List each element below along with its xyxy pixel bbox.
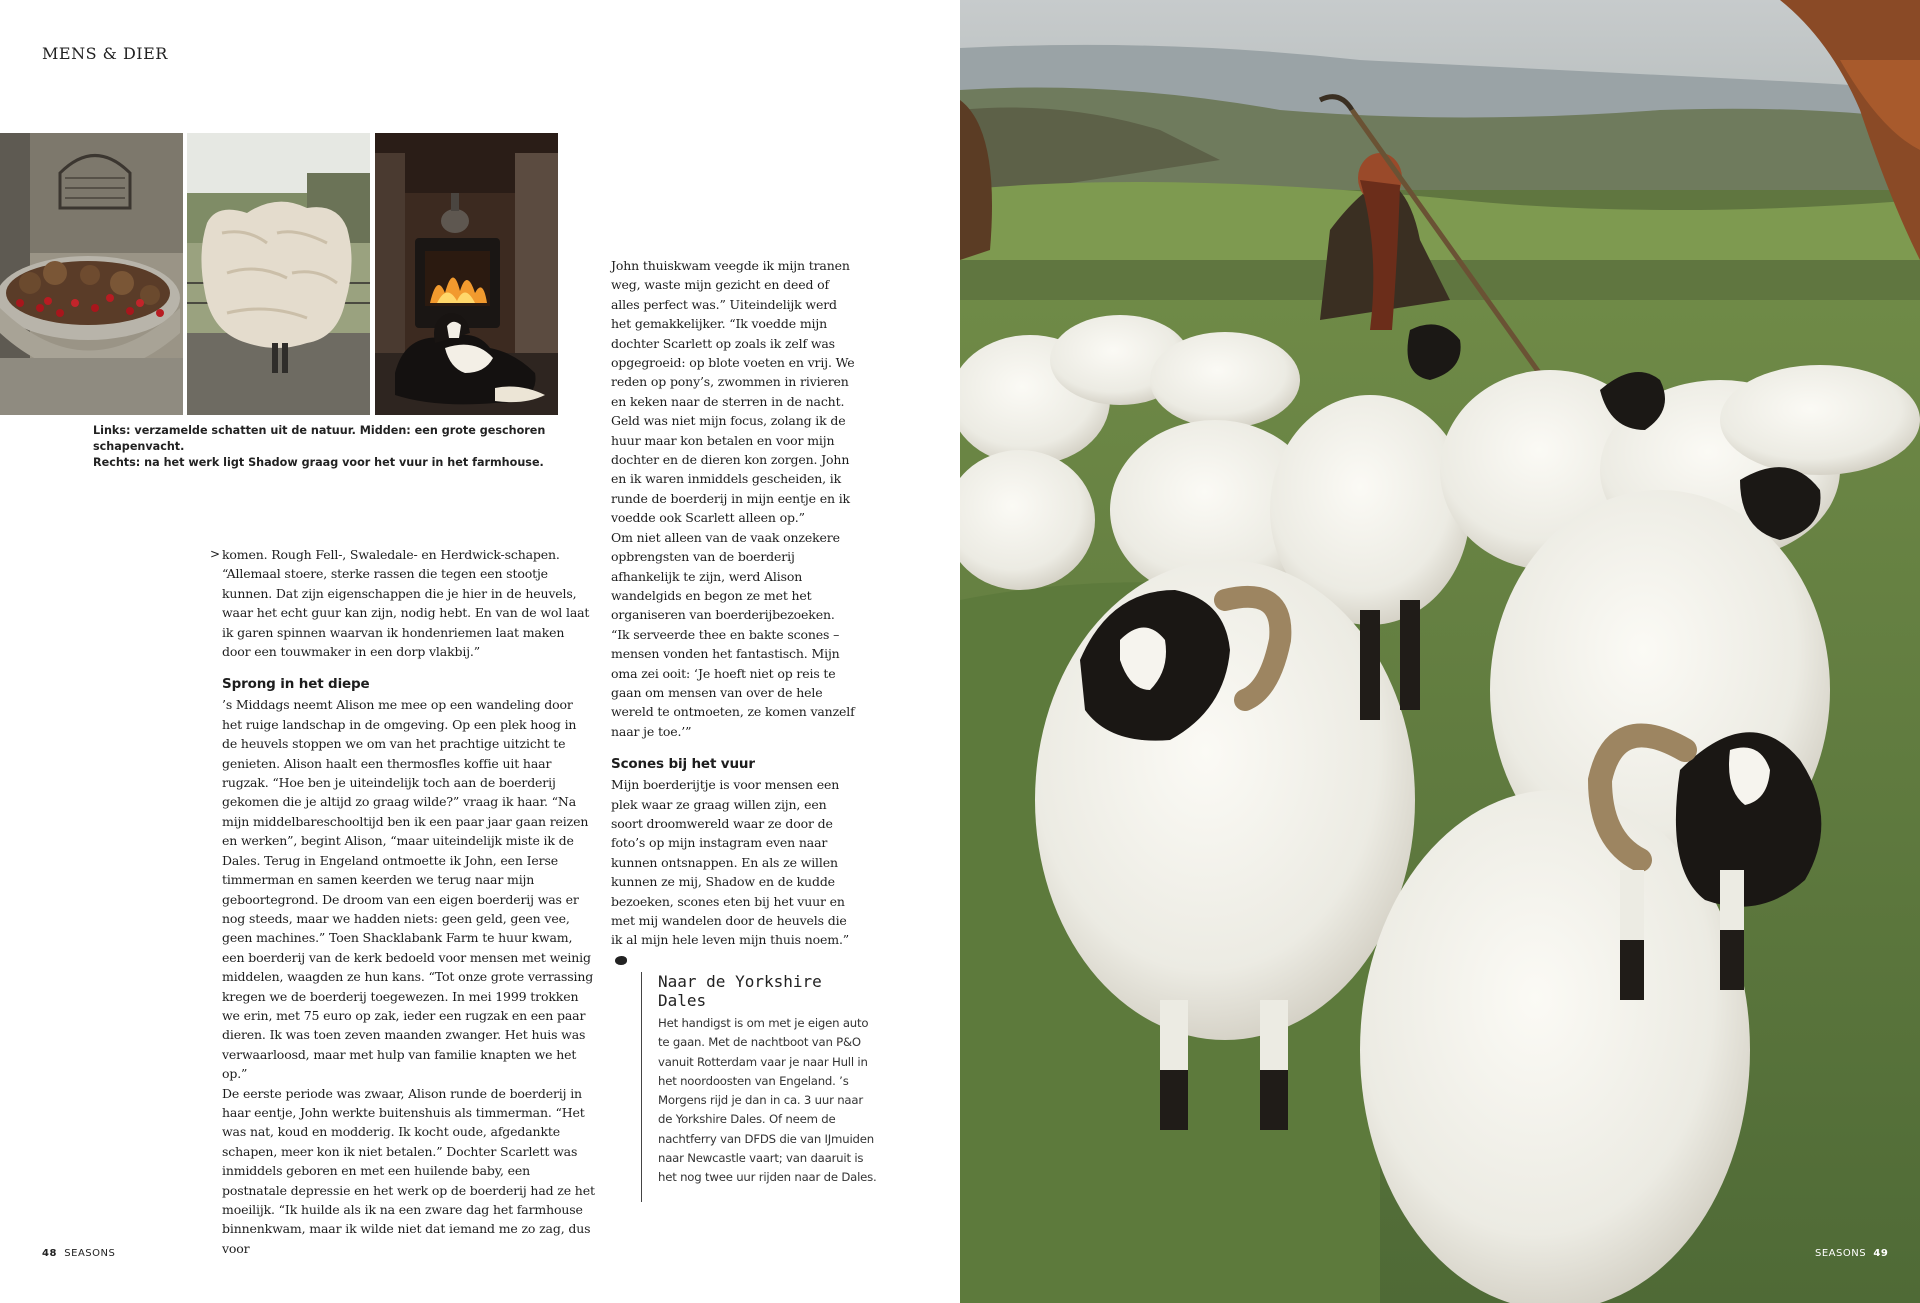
article-closing-text: Mijn boerderijtje is voor mensen een plek waar ze graag willen zijn, een soort droomwereld waar ze door de foto’s op mijn instagram even naar kunnen ontsnappen. En als ze willen kunnen ze mij, Shadow en de kudde bezoeken, scones eten bij het vuur en met mij wandelen door de heuvels die ik al mijn hele leven mijn thuis noem.”: [611, 777, 850, 948]
article-column-2: [611, 256, 856, 969]
continue-marker: >: [210, 547, 221, 561]
section-label: MENS & DIER: [42, 44, 168, 63]
article-paragraph: [611, 775, 856, 969]
magazine-name-left: SEASONS: [64, 1248, 116, 1259]
article-paragraph: De eerste periode was zwaar, Alison runde de boerderij in haar eentje, John werkte buitenshuis als timmerman. “Het was nat, koud en modderig. Ik kocht oude, afgedankte schapen, meer kon ik niet betalen.” Dochter Scarlett was inmiddels geboren en met een huilende baby, een postnatale depressie en het werk op de boerderij had ze het moeilijk. “Ik huilde als ik na een zware dag het farmhouse binnenkwam, maar ik wilde niet dat iemand me zo zag, dus voor: [222, 1085, 595, 1256]
article-subheading: Sprong in het diepe: [222, 676, 370, 693]
photo-caption: [93, 423, 563, 471]
caption-line-2: Rechts: na het werk ligt Shadow graag voor het vuur in het farmhouse.: [93, 456, 544, 469]
photo-sheepskin: [187, 133, 370, 415]
travel-info-title: Naar de Yorkshire Dales: [658, 972, 822, 1010]
caption-line-1: Links: verzamelde schatten uit de natuur. Midden: een grote geschoren schapenvacht.: [93, 424, 546, 453]
folio-right: [1815, 1248, 1888, 1259]
right-page-photo: [960, 0, 1920, 1303]
photo-natural-treasures: [0, 133, 183, 415]
photo-dog-by-fire: [375, 133, 558, 415]
article-paragraph: Om niet alleen van de vaak onzekere opbrengsten van de boerderij afhankelijk te zijn, werd Alison wandelgids en begon ze met het organiseren van boerderijbezoeken. “Ik serveerde thee en bakte scones – mensen vonden het fantastisch. Mijn oma zei ooit: ‘Je hoeft niet op reis te gaan om mensen van over de hele wereld te ontmoeten, ze komen vanzelf naar je toe.’”: [611, 529, 855, 739]
travel-info-body: Het handigst is om met je eigen auto te gaan. Met de nachtboot van P&O vanuit Rotterdam vaar je naar Hull in het noordoosten van Engeland. ’s Morgens rijd je dan in ca. 3 uur naar de Yorkshire Dales. Of neem de nachtferry van DFDS die van IJmuiden naar Newcastle vaart; van daaruit is het nog twee uur rijden naar de Dales.: [658, 1016, 877, 1185]
end-of-article-icon: [615, 956, 627, 965]
article-column-1: [222, 545, 595, 1258]
page-number-right: 49: [1873, 1248, 1889, 1259]
article-paragraph: komen. Rough Fell-, Swaledale- en Herdwick-schapen. “Allemaal stoere, sterke rassen die tegen een stootje kunnen. Dat zijn eigenschappen die je hier in de heuvels, waar het echt guur kan zijn, nodig hebt. En van de wol laat ik garen spinnen waarvan ik hondenriemen laat maken door een touwmaker in een dorp vlakbij.”: [222, 547, 590, 660]
page-number-left: 48: [42, 1248, 57, 1259]
magazine-name-right: SEASONS: [1815, 1248, 1867, 1259]
article-paragraph: John thuiskwam veegde ik mijn tranen weg, waste mijn gezicht en deed of alles perfect was.” Uiteindelijk werd het gemakkelijker. “Ik voedde mijn dochter Scarlett op zoals ik zelf was opgegroeid: op blote voeten en vrij. We reden op pony’s, zwommen in rivieren en keken naar de sterren in de nacht. Geld was niet mijn focus, zolang ik de huur maar kon betalen en voor mijn dochter en de dieren kon zorgen. John en ik waren inmiddels gescheiden, ik runde de boerderij in mijn eentje en ik voedde ook Scarlett alleen op.”: [611, 258, 855, 526]
article-paragraph: ’s Middags neemt Alison me mee op een wandeling door het ruige landschap in de omgeving. Op een plek hoog in de heuvels stoppen we om van het prachtige uitzicht te genieten. Alison haalt een thermosfles koffie uit haar rugzak. “Hoe ben je uiteindelijk toch aan de boerderij gekomen die je altijd zo graag wilde?” vraag ik haar. “Na mijn middelbareschooltijd ben ik een paar jaar gaan reizen en werken”, begint Alison, “maar uiteindelijk miste ik de Dales. Terug in Engeland ontmoette ik John, een Ierse timmerman en samen keerden we terug naar mijn geboortegrond. De droom van een eigen boerderij was er nog steeds, maar we hadden niets: geen geld, geen vee, geen machines.” Toen Shacklabank Farm te huur kwam, een boerderij van de kerk bedoeld voor mensen met weinig middelen, waagden ze hun kans. “Tot onze grote verrassing kregen we de boerderij toegewezen. In mei 1999 trokken we erin, met 75 euro op zak, ieder een rugzak en een paar dieren. Ik was toen zeven maanden zwanger. Het huis was verwaarloosd, maar met hulp van familie knapten we het op.”: [222, 697, 594, 1082]
travel-info-box: [641, 972, 878, 1202]
photo-shepherdess-with-sheep: [960, 0, 1920, 1303]
folio-left: [42, 1248, 115, 1259]
article-subheading: Scones bij het vuur: [611, 756, 755, 773]
